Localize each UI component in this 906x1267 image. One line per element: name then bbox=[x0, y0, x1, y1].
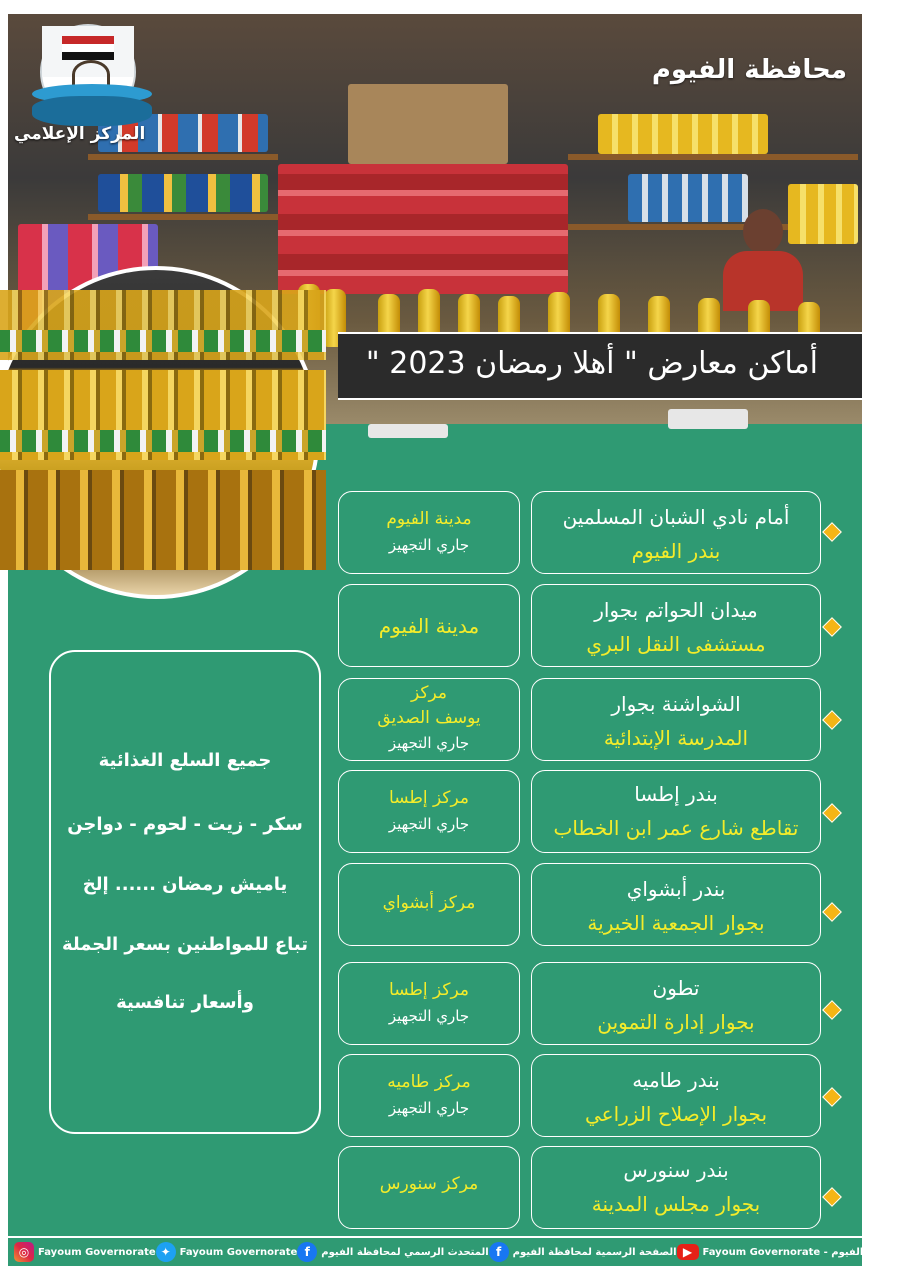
region-name: مركز أبشواي bbox=[382, 893, 476, 913]
twitter-icon: ✦ bbox=[156, 1242, 176, 1262]
facebook-spokesman-label: المتحدث الرسمي لمحافظة الفيوم bbox=[321, 1246, 489, 1258]
info-box bbox=[49, 650, 321, 1134]
banner-title: أماكن معارض " أهلا رمضان 2023 " bbox=[365, 346, 818, 381]
region-name: مركز سنورس bbox=[379, 1174, 479, 1194]
region-status: جاري التجهيز bbox=[388, 815, 470, 833]
region-name: مركز طاميه bbox=[387, 1072, 471, 1092]
location-card bbox=[531, 678, 821, 761]
oil-shelf-photo bbox=[0, 266, 320, 599]
location-place: الشواشنة بجوار bbox=[611, 692, 741, 716]
location-detail: تقاطع شارع عمر ابن الخطاب bbox=[553, 816, 799, 840]
facebook-spokesman-link[interactable] bbox=[297, 1242, 488, 1262]
instagram-link[interactable] bbox=[14, 1242, 156, 1262]
region-prefix: مركز bbox=[411, 683, 447, 703]
region-card bbox=[338, 863, 520, 946]
location-card bbox=[531, 1054, 821, 1137]
info-line: وأسعار تنافسية bbox=[116, 992, 254, 1013]
region-card bbox=[338, 1146, 520, 1229]
facebook-icon: f bbox=[489, 1242, 509, 1262]
location-place: بندر سنورس bbox=[623, 1158, 729, 1182]
location-place: تطون bbox=[652, 976, 700, 1000]
location-detail: مستشفى النقل البري bbox=[586, 632, 766, 656]
location-card bbox=[531, 863, 821, 946]
twitter-label: Fayoum Governorate bbox=[179, 1246, 298, 1258]
region-card bbox=[338, 1054, 520, 1137]
location-card bbox=[531, 770, 821, 853]
region-card bbox=[338, 584, 520, 667]
location-card bbox=[531, 584, 821, 667]
region-card bbox=[338, 770, 520, 853]
region-name: مركز إطسا bbox=[389, 788, 469, 808]
title-banner bbox=[338, 332, 862, 400]
location-card bbox=[531, 1146, 821, 1229]
info-line: تباع للمواطنين بسعر الجملة bbox=[61, 934, 309, 955]
location-card bbox=[531, 491, 821, 574]
facebook-page-label: الصفحة الرسمية لمحافظة الفيوم bbox=[512, 1246, 677, 1258]
region-status: جاري التجهيز bbox=[388, 536, 470, 554]
instagram-icon: ◎ bbox=[14, 1242, 34, 1262]
location-place: بندر طاميه bbox=[632, 1068, 720, 1092]
location-detail: بجوار الجمعية الخيرية bbox=[587, 911, 765, 935]
governorate-title: محافظة الفيوم bbox=[651, 55, 847, 85]
region-card bbox=[338, 962, 520, 1045]
instagram-label: Fayoum Governorate bbox=[38, 1246, 156, 1258]
location-detail: بجوار مجلس المدينة bbox=[591, 1192, 761, 1216]
region-name: مدينة الفيوم bbox=[386, 509, 472, 529]
location-detail: بجوار الإصلاح الزراعي bbox=[584, 1102, 768, 1126]
facebook-icon: f bbox=[297, 1242, 317, 1262]
location-detail: المدرسة الإبتدائية bbox=[603, 726, 749, 750]
location-place: بندر أبشواي bbox=[626, 877, 726, 901]
region-card bbox=[338, 678, 520, 761]
info-line: جميع السلع الغذائية bbox=[98, 750, 272, 771]
region-status: جاري التجهيز bbox=[388, 1007, 470, 1025]
region-status: جاري التجهيز bbox=[388, 1099, 470, 1117]
region-name: مدينة الفيوم bbox=[378, 614, 480, 638]
media-center-label: المركز الإعلامي bbox=[14, 124, 146, 144]
governorate-logo-icon bbox=[40, 24, 136, 120]
location-place: بندر إطسا bbox=[634, 782, 718, 806]
location-place: أمام نادي الشبان المسلمين bbox=[562, 505, 790, 529]
location-detail: بندر الفيوم bbox=[631, 539, 721, 563]
region-name: يوسف الصديق bbox=[377, 708, 481, 728]
youtube-icon: ▶ bbox=[677, 1244, 699, 1260]
info-line: سكر - زيت - لحوم - دواجن bbox=[67, 814, 303, 835]
social-footer bbox=[8, 1238, 906, 1266]
twitter-link[interactable] bbox=[156, 1242, 298, 1262]
location-card bbox=[531, 962, 821, 1045]
location-place: ميدان الحواتم بجوار bbox=[594, 598, 758, 622]
facebook-page-link[interactable] bbox=[489, 1242, 677, 1262]
youtube-link[interactable] bbox=[677, 1244, 906, 1260]
region-card bbox=[338, 491, 520, 574]
location-detail: بجوار إدارة التموين bbox=[597, 1010, 755, 1034]
youtube-label: Fayoum Governorate - محافظة الفيوم bbox=[702, 1246, 906, 1258]
region-status: جاري التجهيز bbox=[388, 734, 470, 752]
region-name: مركز إطسا bbox=[389, 980, 469, 1000]
info-line: ياميش رمضان ...... إلخ bbox=[82, 874, 288, 895]
